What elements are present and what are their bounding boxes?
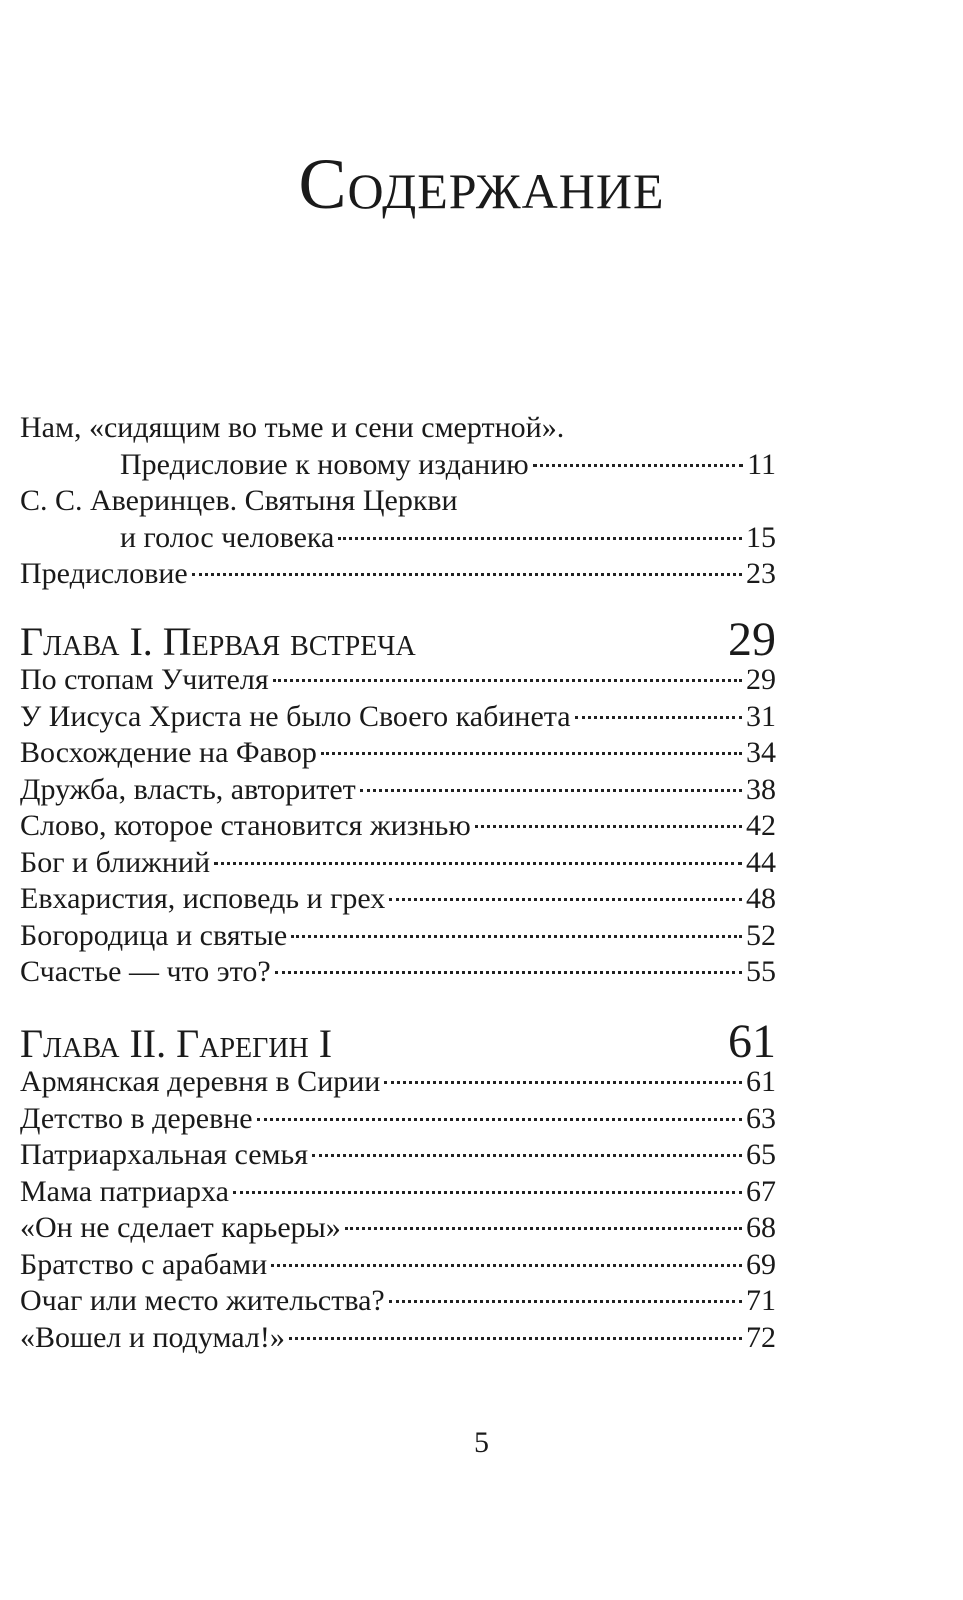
toc-entry[interactable] (20, 845, 776, 882)
page-number: 5 (474, 1426, 489, 1459)
toc-entry-label: Патриархальная семья (20, 1138, 309, 1171)
toc-page-number: 48 (746, 882, 776, 915)
leader-dots (291, 934, 742, 938)
toc-entry-label: «Он не сделает карьеры» (20, 1211, 341, 1244)
toc-entry-label: Мама патриарха (20, 1174, 229, 1208)
leader-dots (533, 463, 743, 467)
toc-entry-label: Нам, «сидящим во тьме и сени смертной». (20, 411, 565, 444)
toc-entry[interactable] (20, 1101, 776, 1138)
leader-dots (275, 970, 742, 974)
toc-entry[interactable] (20, 1064, 776, 1101)
toc-entry-label: Предисловие (20, 557, 188, 590)
toc-page-number: 31 (746, 699, 776, 733)
toc-entry-label: Дружба, власть, авторитет (20, 772, 356, 806)
toc-entry[interactable] (20, 1174, 776, 1211)
toc-entry-label: Очаг или место жительства? (20, 1284, 385, 1317)
toc-entry-label: Армянская деревня в Сирии (20, 1065, 381, 1098)
toc-entry[interactable] (20, 918, 776, 955)
leader-dots (389, 1299, 742, 1303)
toc-entry-label: Богородица и святые (20, 918, 288, 952)
leader-dots (289, 1336, 742, 1340)
toc-page-number: 23 (746, 557, 776, 590)
toc-entry[interactable] (20, 881, 776, 918)
leader-dots (575, 715, 742, 719)
toc-page-number: 55 (746, 955, 776, 988)
front-entry-1-line-1 (20, 410, 776, 447)
chapter-1-heading[interactable] (20, 613, 776, 666)
toc-entry-label: и голос человека (120, 520, 335, 554)
toc-entry-label: Евхаристия, исповедь и грех (20, 882, 386, 915)
chapter-title: Глава I. Первая встреча (20, 619, 416, 664)
leader-dots (338, 536, 742, 540)
toc-entry[interactable] (20, 1283, 776, 1320)
chapter-title: Глава II. Гарегин I (20, 1021, 333, 1066)
toc-entry[interactable] (20, 808, 776, 845)
leader-dots (475, 824, 742, 828)
leader-dots (273, 678, 742, 682)
toc-entry-label: Бог и ближний (20, 845, 211, 879)
toc-entry-label: Предисловие к новому изданию (120, 447, 529, 481)
toc-entry[interactable] (20, 772, 776, 809)
front-entry-2-line-2[interactable] (20, 520, 776, 557)
toc-page-number: 11 (747, 447, 776, 481)
toc-entry[interactable] (20, 699, 776, 736)
toc-page-number: 61 (746, 1065, 776, 1098)
chapter-1-section (20, 613, 776, 991)
toc-entry[interactable] (20, 1210, 776, 1247)
leader-dots (192, 572, 742, 576)
toc-entry-label: Слово, которое становится жизнью (20, 809, 471, 842)
toc-entry-label: Детство в деревне (20, 1101, 253, 1135)
toc-page-number: 34 (746, 736, 776, 769)
toc-entry-label: «Вошел и подумал!» (20, 1320, 285, 1354)
toc-page-number: 63 (746, 1101, 776, 1135)
page-title: Содержание (298, 144, 665, 224)
chapter-page-number: 61 (728, 1015, 776, 1068)
toc-page-number: 71 (746, 1284, 776, 1317)
toc-entry[interactable] (20, 1137, 776, 1174)
front-entry-1-line-2[interactable] (20, 447, 776, 484)
leader-dots (233, 1190, 742, 1194)
toc-entry-label: Счастье — что это? (20, 955, 271, 988)
toc-page-number: 68 (746, 1211, 776, 1244)
toc-entry[interactable] (20, 735, 776, 772)
toc-page-number: 65 (746, 1138, 776, 1171)
toc-entry[interactable] (20, 1320, 776, 1357)
chapter-2-section (20, 1015, 776, 1356)
toc-entry[interactable] (20, 1247, 776, 1284)
toc-page-number: 52 (746, 918, 776, 952)
toc-page-number: 42 (746, 809, 776, 842)
toc-page-number: 72 (746, 1320, 776, 1354)
toc-entry-label: Восхождение на Фавор (20, 736, 317, 769)
leader-dots (384, 1080, 742, 1084)
toc-entry-label: С. С. Аверинцев. Святыня Церкви (20, 484, 458, 517)
toc-entry-label: Братство с арабами (20, 1247, 268, 1281)
toc-page-number: 38 (746, 772, 776, 806)
chapter-2-heading[interactable] (20, 1015, 776, 1068)
leader-dots (360, 788, 742, 792)
leader-dots (345, 1226, 742, 1230)
leader-dots (271, 1263, 742, 1267)
leader-dots (321, 751, 742, 755)
toc-page-number: 67 (746, 1174, 776, 1208)
toc-page-number: 29 (746, 663, 776, 696)
leader-dots (389, 897, 742, 901)
toc-page-number: 15 (746, 520, 776, 554)
toc-entry[interactable] (20, 954, 776, 991)
toc-entry-label: По стопам Учителя (20, 663, 269, 696)
front-entry-3[interactable] (20, 556, 776, 593)
toc-page-number: 69 (746, 1247, 776, 1281)
front-matter (20, 410, 776, 593)
front-entry-2-line-1 (20, 483, 776, 520)
leader-dots (312, 1153, 742, 1157)
toc-page-number: 44 (746, 845, 776, 879)
chapter-page-number: 29 (728, 613, 776, 666)
toc-entry[interactable] (20, 662, 776, 699)
leader-dots (257, 1117, 742, 1121)
toc-entry-label: У Иисуса Христа не было Своего кабинета (20, 699, 571, 733)
leader-dots (214, 861, 742, 865)
